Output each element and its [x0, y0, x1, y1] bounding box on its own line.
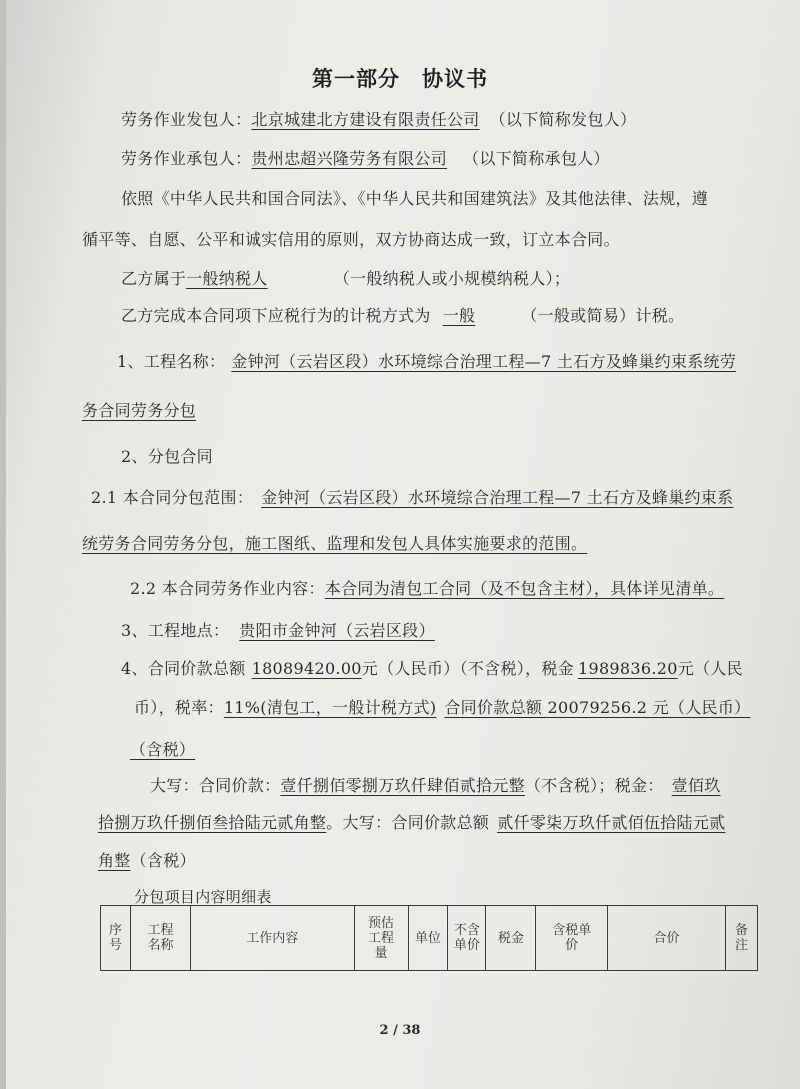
location-line: [121, 618, 443, 641]
capital-label: 大写：合同价款：: [150, 776, 281, 795]
col-header-estimated-quantity: 预估工程量: [354, 906, 408, 971]
tax-method-line: [121, 303, 684, 326]
page-edge-shadow: [0, 0, 6, 1089]
scope-line: [91, 485, 733, 508]
price-label: 4、合同价款总额: [121, 659, 246, 678]
col-header-unit: 单位: [408, 906, 448, 971]
capital-text-1: （不含税）；税金：: [524, 776, 664, 795]
location-value: 贵阳市金钟河（云岩区段）: [239, 621, 435, 640]
col-header-total: 合价: [608, 906, 726, 971]
project-name-value-1: 金钟河（云岩区段）水环境综合治理工程—7 土石方及蜂巢约束系统劳: [231, 352, 737, 371]
col-header-unit-price-incl-tax: 含税单价: [536, 906, 608, 971]
contractor-line: [121, 146, 610, 169]
capital-total-2: 角整: [98, 851, 131, 870]
scope-line-2: [82, 531, 587, 554]
col-header-index: 序号: [101, 906, 131, 971]
work-content-value: 本合同为清包工合同（及不包含主材），具体详见清单。: [324, 579, 725, 598]
price-text-1: 元（人民币）（不含税），税金: [361, 659, 574, 678]
page-title: 第一部分 协议书: [312, 66, 488, 91]
tax-method-value: 一般: [442, 306, 476, 325]
basis-line-2: 循平等、自愿、公平和诚实信用的原则，双方协商达成一致，订立本合同。: [82, 230, 620, 249]
detail-table: [100, 905, 758, 971]
location-label: 3、工程地点：: [121, 621, 230, 640]
detail-table-caption: 分包项目内容明细表: [134, 888, 272, 906]
price-amount: 18089420.00: [251, 659, 362, 678]
scope-label: 2.1 本合同分包范围：: [91, 488, 254, 507]
contractor-label: 劳务作业承包人：: [121, 149, 252, 168]
tax-rate-value: 11%(清包工，一般计税方式): [223, 698, 437, 717]
capital-total-1: 贰仟零柒万玖仟贰佰伍拾陆元贰: [497, 813, 726, 832]
scope-value-1: 金钟河（云岩区段）水环境综合治理工程—7 土石方及蜂巢约束系: [261, 488, 734, 507]
price-line-2: [134, 695, 750, 718]
tax-amount: 1989836.20: [577, 659, 678, 678]
tax-included-note: （含税）: [130, 740, 196, 759]
taxpayer-suffix: （一般纳税人或小规模纳税人）；: [333, 269, 571, 288]
capital-price: 壹仟捌佰零捌万玖仟肆佰贰拾元整: [280, 776, 525, 795]
taxpayer-value: 一般纳税人: [186, 269, 268, 288]
col-header-tax: 税金: [486, 906, 536, 971]
contractor-note: （以下简称承包人）: [463, 149, 610, 168]
detail-table-header-row: [101, 906, 758, 971]
scope-value-2: 统劳务合同劳务分包，施工图纸、监理和发包人具体实施要求的范围。: [82, 534, 588, 553]
col-header-work-content: 工作内容: [190, 906, 354, 971]
capital-line-2: [98, 810, 725, 833]
tax-method-prefix: 乙方完成本合同项下应税行为的计税方式为: [121, 306, 431, 325]
project-name-line-2: [82, 398, 196, 421]
price-text-2: 元（人民: [677, 659, 743, 678]
employer-label: 劳务作业发包人：: [121, 110, 252, 129]
capital-tax-1: 壹佰玖: [671, 776, 721, 795]
work-content-line: [130, 576, 724, 599]
taxpayer-line: [121, 266, 570, 289]
employer-note: （以下简称发包人）: [489, 110, 637, 129]
capital-line-1: [150, 773, 721, 796]
capital-text-2: 。大写：合同价款总额: [326, 813, 490, 832]
col-header-project-name: 工程名称: [130, 906, 190, 971]
tax-rate-label: 币），税率：: [134, 698, 224, 717]
price-line-1: [121, 656, 743, 679]
capital-line-3: [98, 848, 196, 871]
employer-value: 北京城建北方建设有限责任公司: [251, 110, 480, 129]
subcontract-heading: 2、分包合同: [121, 447, 213, 466]
col-header-unit-price-excl-tax: 不含单价: [448, 906, 486, 971]
total-price-value: 合同价款总额 20079256.2 元（人民币）: [444, 698, 751, 717]
project-name-line: [117, 349, 736, 372]
basis-line-1: 依照《中华人民共和国合同法》、《中华人民共和国建筑法》及其他法律、法规，遵: [121, 189, 709, 208]
project-name-value-2: 务合同劳务分包: [82, 401, 197, 420]
project-name-label: 1、工程名称：: [117, 352, 226, 371]
tax-method-suffix: （一般或简易）计税。: [521, 306, 685, 325]
capital-tax-2: 拾捌万玖仟捌佰叁拾陆元贰角整: [98, 813, 327, 832]
contractor-value: 贵州忠超兴隆劳务有限公司: [251, 149, 448, 168]
col-header-remarks: 备注: [725, 906, 757, 971]
page-number: 2 / 38: [379, 1023, 421, 1038]
work-content-label: 2.2 本合同劳务作业内容：: [130, 579, 325, 598]
capital-text-3: （含税）: [130, 851, 196, 870]
taxpayer-prefix: 乙方属于: [121, 269, 187, 288]
employer-line: [121, 107, 636, 130]
price-line-3: [130, 737, 195, 760]
